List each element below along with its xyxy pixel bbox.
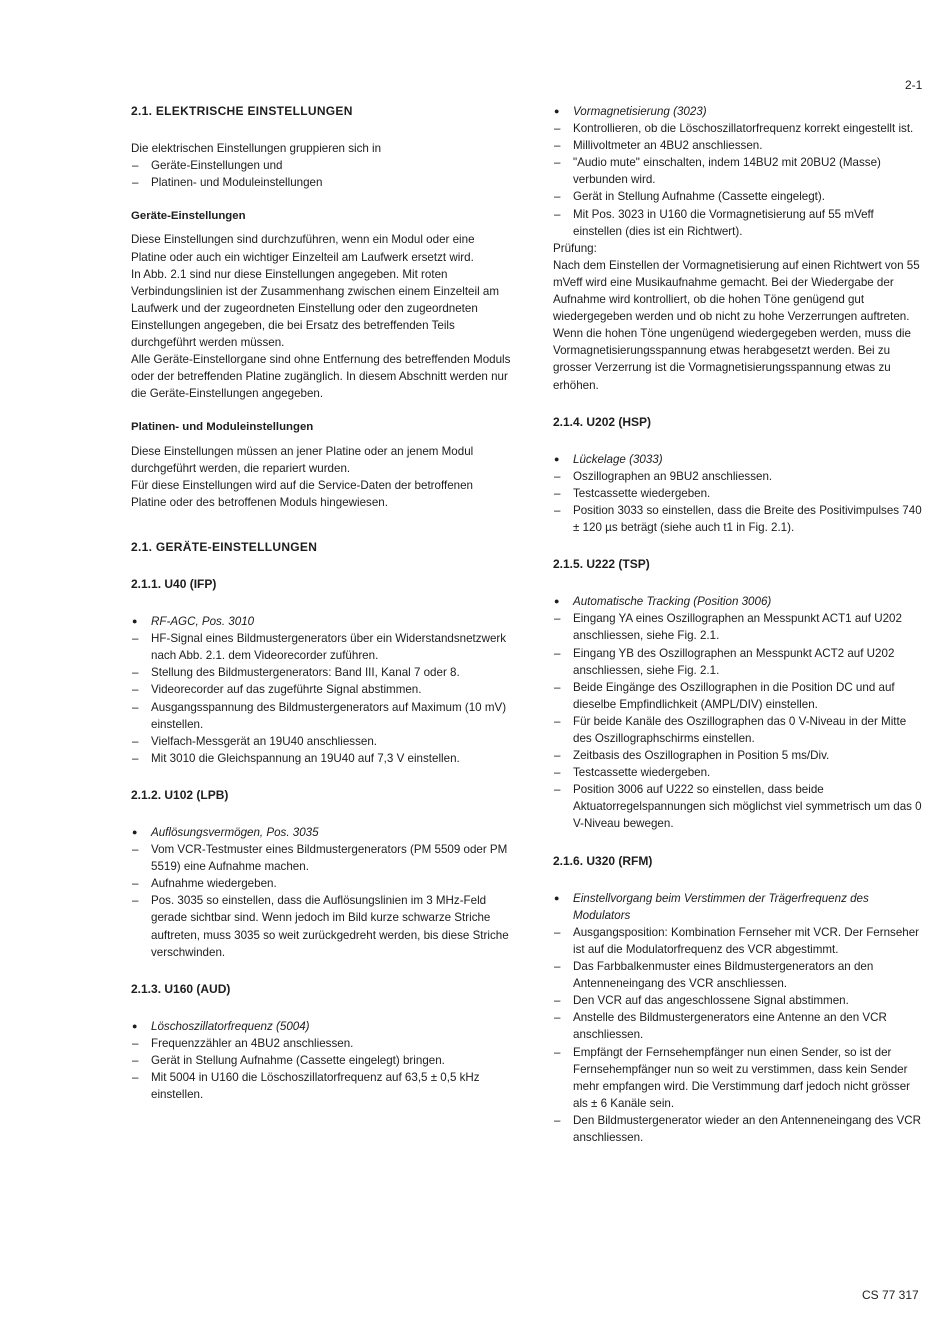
step-item: – Beide Eingänge des Oszillographen in die Position DC und auf dieselbe Empfindlichkeit (AMPL/DIV) einstellen. bbox=[553, 679, 923, 713]
subsection-title-213: 2.1.3. U160 (AUD) bbox=[131, 981, 231, 996]
platinen-paragraph: Für diese Einstellungen wird auf die Service-Daten der betroffenen Platine oder des betroffenen Moduls hingewiesen. bbox=[131, 478, 473, 509]
pruefung-text: Nach dem Einstellen der Vormagnetisierung auf einen Richtwert von 55 mVeff wird eine Musikaufnahme gemacht. Bei der Wiedergabe der Aufnahme wird kontrolliert, ob die hohen Töne genügend gut wiedergegeben werden und ob nicht zu hohe Verzerrungen auftreten. Wenn die hohen Töne ungenügend wiedergegeben werden, muss die Vormagnetisierungsspannung etwas herabgesetzt werden. Bei zu grosser Verzerrung ist die Vormagnetisierungsspannung etwas zu erhöhen. bbox=[553, 258, 920, 392]
step-item: – Position 3033 so einstellen, dass die Breite des Positivimpulses 740 ± 120 µs beträgt (siehe auch t1 in Fig. 2.1). bbox=[553, 502, 923, 536]
step-item: – Ausgangsposition: Kombination Fernseher mit VCR. Der Fernseher ist auf die Modulatorfrequenz des VCR abgestimmt. bbox=[553, 924, 923, 958]
intro-item: – Geräte-Einstellungen und bbox=[131, 157, 511, 174]
step-item: – Videorecorder auf das zugeführte Signal abstimmen. bbox=[131, 681, 511, 698]
step-item: – Millivoltmeter an 4BU2 anschliessen. bbox=[553, 137, 923, 154]
step-item: – Zeitbasis des Oszillographen in Position 5 ms/Div. bbox=[553, 747, 923, 764]
step-item: – Eingang YA eines Oszillographen an Messpunkt ACT1 auf U202 anschliessen, siehe Fig. 2.1. bbox=[553, 610, 923, 644]
page-number: 2-1 bbox=[905, 78, 923, 92]
right-column bbox=[553, 103, 923, 1146]
bullet-item: ● Lückelage (3033) bbox=[553, 451, 923, 468]
subsection-title-215: 2.1.5. U222 (TSP) bbox=[553, 557, 650, 572]
step-item: – Testcassette wiedergeben. bbox=[553, 764, 923, 781]
step-item: – Anstelle des Bildmustergenerators eine Antenne an den VCR anschliessen. bbox=[553, 1009, 923, 1043]
left-column bbox=[131, 103, 511, 1103]
step-item: – Stellung des Bildmustergenerators: Band III, Kanal 7 oder 8. bbox=[131, 664, 511, 681]
platinen-paragraph: Diese Einstellungen müssen an jener Platine oder an jenem Modul durchgeführt werden, die repariert wurden. bbox=[131, 444, 474, 475]
subsection-title-216: 2.1.6. U320 (RFM) bbox=[553, 853, 653, 868]
pruefung-label: Prüfung: bbox=[553, 241, 597, 255]
footer-code: CS 77 317 bbox=[862, 1288, 919, 1302]
geraete-heading: Geräte-Einstellungen bbox=[131, 210, 246, 223]
step-item: – Vielfach-Messgerät an 19U40 anschliessen. bbox=[131, 733, 511, 750]
step-item: – Vom VCR-Testmuster eines Bildmustergenerators (PM 5509 oder PM 5519) eine Aufnahme machen. bbox=[131, 841, 511, 875]
step-item: – Empfängt der Fernsehempfänger nun einen Sender, so ist der Fernsehempfänger nun so weit zu verstimmen, dass kein Sender mehr empfangen wird. Die Verstimmung darf jedoch nicht grösser als ± 6 Kanäle sein. bbox=[553, 1044, 923, 1112]
platinen-heading: Platinen- und Moduleinstellungen bbox=[131, 421, 314, 434]
step-item: – Oszillographen an 9BU2 anschliessen. bbox=[553, 468, 923, 485]
step-item: – Frequenzzähler an 4BU2 anschliessen. bbox=[131, 1035, 511, 1052]
step-item: – Position 3006 auf U222 so einstellen, dass beide Aktuatorregelspannungen sich möglichst viel symmetrisch um das 0 V-Niveau bewegen. bbox=[553, 781, 923, 832]
bullet-item: ● Auflösungsvermögen, Pos. 3035 bbox=[131, 824, 511, 841]
step-item: – Gerät in Stellung Aufnahme (Cassette eingelegt). bbox=[553, 188, 923, 205]
subsection-title-211: 2.1.1. U40 (IFP) bbox=[131, 576, 217, 591]
step-item: – Testcassette wiedergeben. bbox=[553, 485, 923, 502]
step-item: – Eingang YB des Oszillographen an Messpunkt ACT2 auf U202 anschliessen, siehe Fig. 2.1. bbox=[553, 645, 923, 679]
intro-item: – Platinen- und Moduleinstellungen bbox=[131, 174, 511, 191]
intro-text: Die elektrischen Einstellungen gruppieren sich in bbox=[131, 142, 382, 156]
geraete-paragraph: Alle Geräte-Einstellorgane sind ohne Entfernung des betreffenden Moduls oder der betreffenden Platine zugänglich. In diesem Abschnitt werden nur die Geräte-Einstellungen angegeben. bbox=[131, 353, 511, 401]
step-item: – Für beide Kanäle des Oszillographen das 0 V-Niveau in der Mitte des Oszillographschirms einstellen. bbox=[553, 713, 923, 747]
main-title: 2.1. ELEKTRISCHE EINSTELLUNGEN bbox=[131, 104, 353, 118]
step-item: – Den VCR auf das angeschlossene Signal abstimmen. bbox=[553, 992, 923, 1009]
geraete-paragraph: Diese Einstellungen sind durchzuführen, wenn ein Modul oder eine Platine oder auch ein wichtiger Einzelteil am Laufwerk ersetzt wird. bbox=[131, 233, 475, 264]
step-item: – Kontrollieren, ob die Löschoszillatorfrequenz korrekt eingestellt ist. bbox=[553, 120, 923, 137]
step-item: – "Audio mute" einschalten, indem 14BU2 mit 20BU2 (Masse) verbunden wird. bbox=[553, 154, 923, 188]
geraete-paragraph: In Abb. 2.1 sind nur diese Einstellungen angegeben. Mit roten Verbindungslinien ist der Zusammenhang zwischen einem Einzelteil am Laufwerk und der zugeordneten Einstellung oder den zugeordneten Einstellungen angegeben, die bei Ersatz des betreffenden Teils durchgeführt werden müssen. bbox=[131, 267, 499, 350]
step-item: – Gerät in Stellung Aufnahme (Cassette eingelegt) bringen. bbox=[131, 1052, 511, 1069]
step-item: – Den Bildmustergenerator wieder an den Antenneneingang des VCR anschliessen. bbox=[553, 1112, 923, 1146]
bullet-item: ● Vormagnetisierung (3023) bbox=[553, 103, 923, 120]
subsection-title-214: 2.1.4. U202 (HSP) bbox=[553, 414, 652, 429]
step-item: – Ausgangsspannung des Bildmustergenerators auf Maximum (10 mV) einstellen. bbox=[131, 699, 511, 733]
bullet-item: ● RF-AGC, Pos. 3010 bbox=[131, 613, 511, 630]
step-item: – Pos. 3035 so einstellen, dass die Auflösungslinien im 3 MHz-Feld gerade sichtbar sind. Wenn jedoch im Bild kurze schwarze Striche auftreten, muss 3035 so weit zurückgedreht werden, bis diese Striche verschwinden. bbox=[131, 892, 511, 960]
step-item: – HF-Signal eines Bildmustergenerators über ein Widerstandsnetzwerk nach Abb. 2.1. dem Videorecorder zuführen. bbox=[131, 630, 511, 664]
step-item: – Das Farbbalkenmuster eines Bildmustergenerators an den Antenneneingang des VCR anschliessen. bbox=[553, 958, 923, 992]
bullet-item: ● Löschoszillatorfrequenz (5004) bbox=[131, 1018, 511, 1035]
step-item: – Mit 5004 in U160 die Löschoszillatorfrequenz auf 63,5 ± 0,5 kHz einstellen. bbox=[131, 1069, 511, 1103]
step-item: – Aufnahme wiedergeben. bbox=[131, 875, 511, 892]
bullet-item: ● Einstellvorgang beim Verstimmen der Trägerfrequenz des Modulators bbox=[553, 890, 923, 924]
section-title: 2.1. GERÄTE-EINSTELLUNGEN bbox=[131, 539, 318, 554]
subsection-title-212: 2.1.2. U102 (LPB) bbox=[131, 787, 229, 802]
step-item: – Mit Pos. 3023 in U160 die Vormagnetisierung auf 55 mVeff einstellen (dies ist ein Richtwert). bbox=[553, 206, 923, 240]
step-item: – Mit 3010 die Gleichspannung an 19U40 auf 7,3 V einstellen. bbox=[131, 750, 511, 767]
bullet-item: ● Automatische Tracking (Position 3006) bbox=[553, 593, 923, 610]
